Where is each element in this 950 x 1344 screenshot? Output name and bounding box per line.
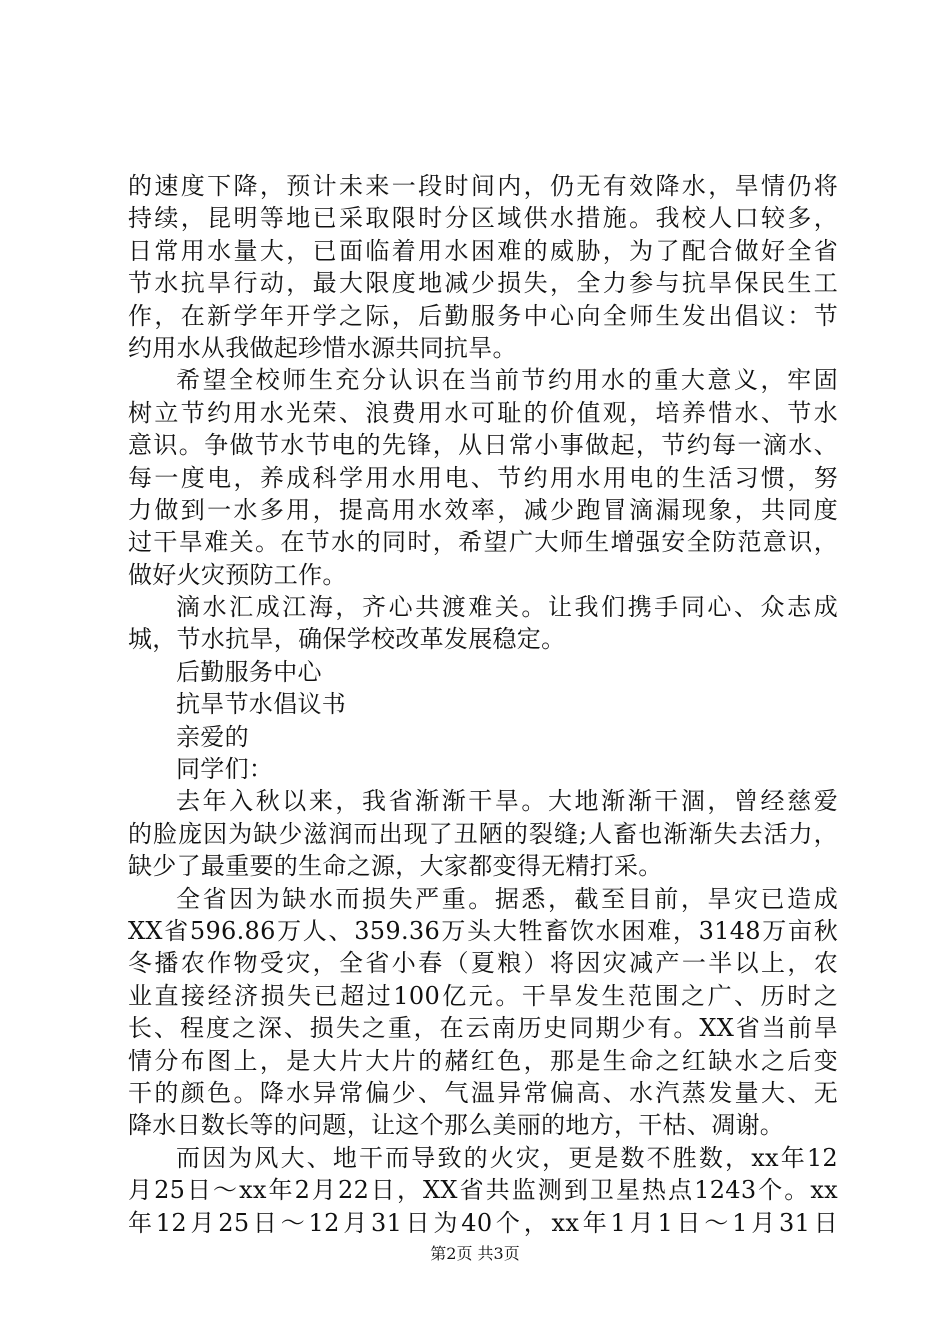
text-line: 全省因为缺水而损失严重。据悉，截至目前，旱灾已造成	[176, 884, 838, 913]
text-line: 每一度电，养成科学用水用电、节约用水用电的生活习惯，努	[128, 463, 838, 492]
text-line: 树立节约用水光荣、浪费用水可耻的价值观，培养惜水、节水	[128, 398, 838, 427]
text-line: 情分布图上，是大片大片的赭红色，那是生命之红缺水之后变	[128, 1046, 838, 1075]
text-line: 去年入秋以来，我省渐渐干旱。大地渐渐干涸，曾经慈爱	[176, 787, 838, 816]
text-line: 的脸庞因为缺少滋润而出现了丑陋的裂缝;人畜也渐渐失去活力，	[128, 819, 838, 848]
text-line: 约用水从我做起珍惜水源共同抗旱。	[128, 333, 517, 362]
text-line: 的速度下降，预计未来一段时间内，仍无有效降水，旱情仍将	[128, 172, 838, 200]
text-line: XX省596.86万人、359.36万头大牲畜饮水困难，3148万亩秋	[128, 916, 838, 945]
text-line: 降水日数长等的问题，让这个那么美丽的地方，干枯、凋谢。	[128, 1111, 785, 1140]
text-line: 抗旱节水倡议书	[176, 690, 347, 719]
text-line: 力做到一水多用，提高用水效率，减少跑冒滴漏现象，共同度	[128, 495, 838, 524]
text-line: 做好火灾预防工作。	[128, 560, 347, 589]
text-line: 日常用水量大，已面临着用水困难的威胁，为了配合做好全省	[128, 236, 838, 265]
document-body	[128, 170, 838, 1239]
text-line: 后勤服务中心	[176, 657, 322, 686]
text-line: 业直接经济损失已超过100亿元。干旱发生范围之广、历时之	[128, 981, 838, 1010]
text-line: 干的颜色。降水异常偏少、气温异常偏高、水汽蒸发量大、无	[128, 1078, 838, 1107]
text-line: 持续，昆明等地已采取限时分区域供水措施。我校人口较多，	[128, 204, 838, 233]
text-line: 缺少了最重要的生命之源，大家都变得无精打采。	[128, 852, 663, 881]
text-line: 节水抗旱行动，最大限度地减少损失，全力参与抗旱保民生工	[128, 269, 838, 298]
text-line: 冬播农作物受灾，全省小春（夏粮）将因灾减产一半以上，农	[128, 949, 838, 978]
text-line: 作，在新学年开学之际，后勤服务中心向全师生发出倡议：节	[128, 301, 838, 330]
text-line: 年12月25日～12月31日为40个，xx年1月1日～1月31日	[128, 1208, 838, 1237]
text-line: 希望全校师生充分认识在当前节约用水的重大意义，牢固	[176, 366, 838, 395]
text-line: 同学们：	[176, 755, 274, 784]
text-line: 意识。争做节水节电的先锋，从日常小事做起，节约每一滴水、	[128, 431, 838, 460]
text-line: 滴水汇成江海，齐心共渡难关。让我们携手同心、众志成	[176, 593, 838, 622]
text-line: 过干旱难关。在节水的同时，希望广大师生增强安全防范意识，	[128, 528, 838, 557]
text-line: 月25日～xx年2月22日，XX省共监测到卫星热点1243个。xx	[128, 1176, 838, 1205]
text-line: 城，节水抗旱，确保学校改革发展稳定。	[128, 625, 566, 654]
text-line: 而因为风大、地干而导致的火灾，更是数不胜数，xx年12	[176, 1143, 838, 1172]
page-footer: 第2页 共3页	[430, 1244, 520, 1263]
text-line: 亲爱的	[176, 722, 249, 751]
text-line: 长、程度之深、损失之重，在云南历史同期少有。XX省当前旱	[128, 1014, 838, 1043]
